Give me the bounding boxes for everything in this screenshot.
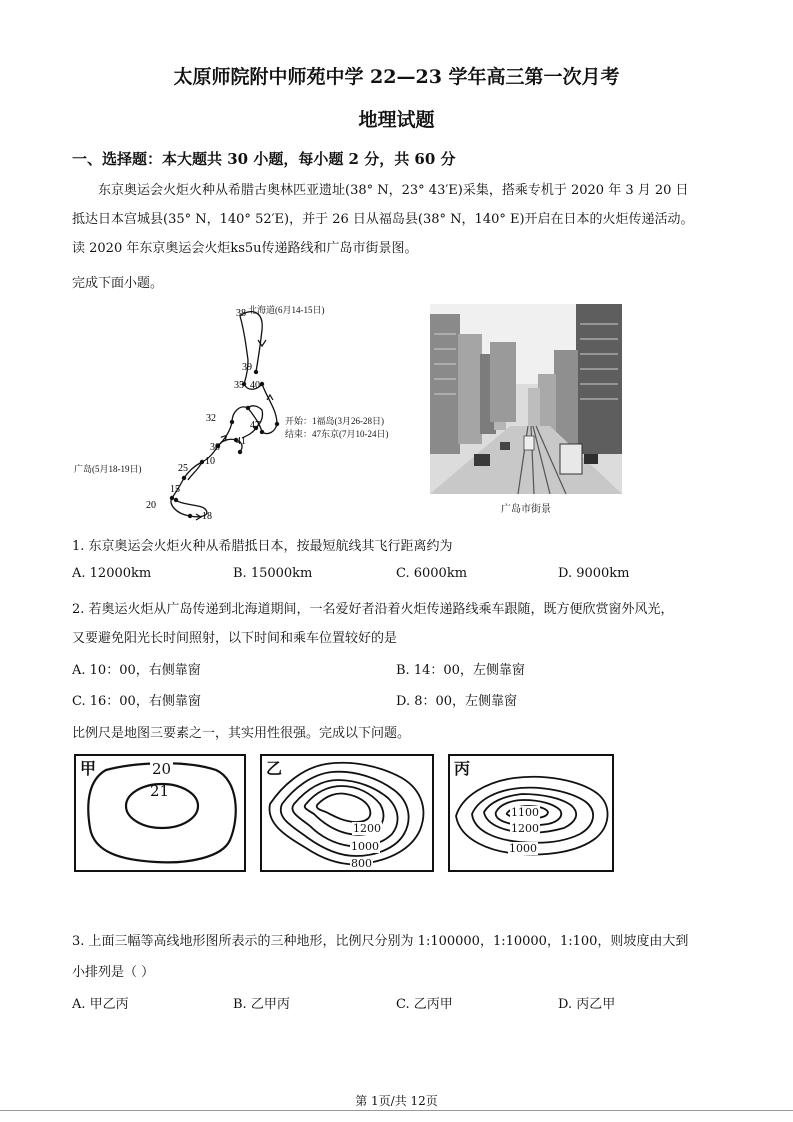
contour-map-jia	[74, 754, 246, 872]
q2-option-a: A. 10：00，右侧靠窗	[72, 663, 201, 678]
q2-option-b: B. 14：00，左侧靠窗	[396, 663, 525, 678]
hokkaido-label: 北海道(6月14-15日)	[248, 305, 325, 315]
contour-map-bing	[448, 754, 614, 872]
contour-value-20: 20	[152, 760, 172, 778]
contour-map-yi	[260, 754, 434, 872]
map-number-39: 39	[242, 362, 252, 373]
contour-value-800: 800	[351, 857, 372, 870]
map-number-30: 30	[210, 442, 220, 453]
contour-value-21: 21	[150, 782, 170, 800]
q3-option-b: B. 乙甲丙	[233, 997, 290, 1012]
contour-value-1200: 1200	[353, 822, 381, 835]
q1-option-a: A. 12000km	[72, 566, 152, 581]
exam-subtitle: 地理试题	[358, 109, 435, 131]
map-number-41: 41	[236, 436, 246, 447]
q1-option-b: B. 15000km	[233, 566, 313, 581]
map-number-40: 40	[250, 380, 260, 391]
q2-option-c: C. 16：00，右侧靠窗	[72, 694, 201, 709]
route-map-graphic	[72, 300, 422, 526]
map-number-15: 15	[170, 484, 180, 495]
photo-caption: 广岛市街景	[501, 504, 551, 515]
contour-label-yi: 乙	[266, 759, 283, 778]
intro-line-2: 抵达日本宫城县(35° N，140° 52′E)，并于 26 日从福岛县(38° N，140° E)开启在日本的火炬传递活动。	[72, 212, 694, 227]
question-3-line-1: 3. 上面三幅等高线地形图所表示的三种地形，比例尺分别为 1:100000，1:10000，1:100，则坡度由大到	[72, 934, 689, 949]
map-number-25: 25	[178, 463, 188, 474]
contour-label-bing: 丙	[454, 759, 471, 778]
question-2-line-2: 又要避免阳光长时间照射，以下时间和乘车位置较好的是	[72, 631, 398, 646]
map-number-18: 18	[202, 511, 212, 522]
q2-option-d: D. 8：00，左侧靠窗	[396, 694, 518, 709]
start-label: 开始：1福岛(3月26-28日)	[285, 416, 384, 426]
question-2-line-1: 2. 若奥运火炬从广岛传递到北海道期间，一名爱好者沿着火炬传递路线乘车跟随，既方便欣赏窗外风光，	[72, 602, 674, 617]
question-1-text: 1. 东京奥运会火炬火种从希腊抵日本，按最短航线其飞行距离约为	[72, 539, 453, 554]
intro-line-3: 读 2020 年东京奥运会火炬ks5u传递路线和广岛市街景图。	[72, 241, 418, 256]
contour-value-1000b: 1000	[509, 842, 537, 855]
question-3-line-2: 小排列是（ ）	[72, 965, 155, 980]
map-number-47: 47	[250, 420, 260, 431]
q3-option-c: C. 乙丙甲	[396, 997, 453, 1012]
footer-divider	[0, 1110, 793, 1111]
q3-option-a: A. 甲乙丙	[72, 997, 129, 1012]
hiroshima-street-photo	[430, 304, 622, 494]
contour-value-1100: 1100	[511, 806, 539, 819]
map-number-20: 20	[146, 500, 156, 511]
question-3-lead: 比例尺是地图三要素之一，其实用性很强。完成以下问题。	[72, 726, 411, 741]
intro-line-1: 东京奥运会火炬火种从希腊古奥林匹亚遗址(38° N，23° 43′E)采集，搭乘专机于 2020 年 3 月 20 日	[98, 183, 689, 198]
map-number-38: 38	[236, 308, 246, 319]
torch-route-map	[72, 300, 422, 526]
end-label: 结束：47东京(7月10-24日)	[285, 429, 389, 439]
exam-title: 太原师院附中师苑中学 22—23 学年高三第一次月考	[173, 66, 620, 88]
intro-line-4: 完成下面小题。	[72, 276, 164, 291]
q1-option-c: C. 6000km	[396, 566, 468, 581]
q1-option-d: D. 9000km	[558, 566, 630, 581]
q3-option-d: D. 丙乙甲	[558, 997, 616, 1012]
section-heading: 一、选择题：本大题共 30 小题，每小题 2 分，共 60 分	[72, 150, 456, 168]
map-number-10: 10	[205, 456, 215, 467]
map-number-32: 32	[206, 413, 216, 424]
page-number: 第 1页/共 12页	[355, 1094, 438, 1108]
hiroshima-label: 广岛(5月18-19日)	[74, 464, 142, 474]
contour-value-1200b: 1200	[511, 822, 539, 835]
contour-value-1000: 1000	[351, 840, 379, 853]
map-number-35: 35	[234, 380, 244, 391]
contour-label-jia: 甲	[80, 759, 97, 778]
